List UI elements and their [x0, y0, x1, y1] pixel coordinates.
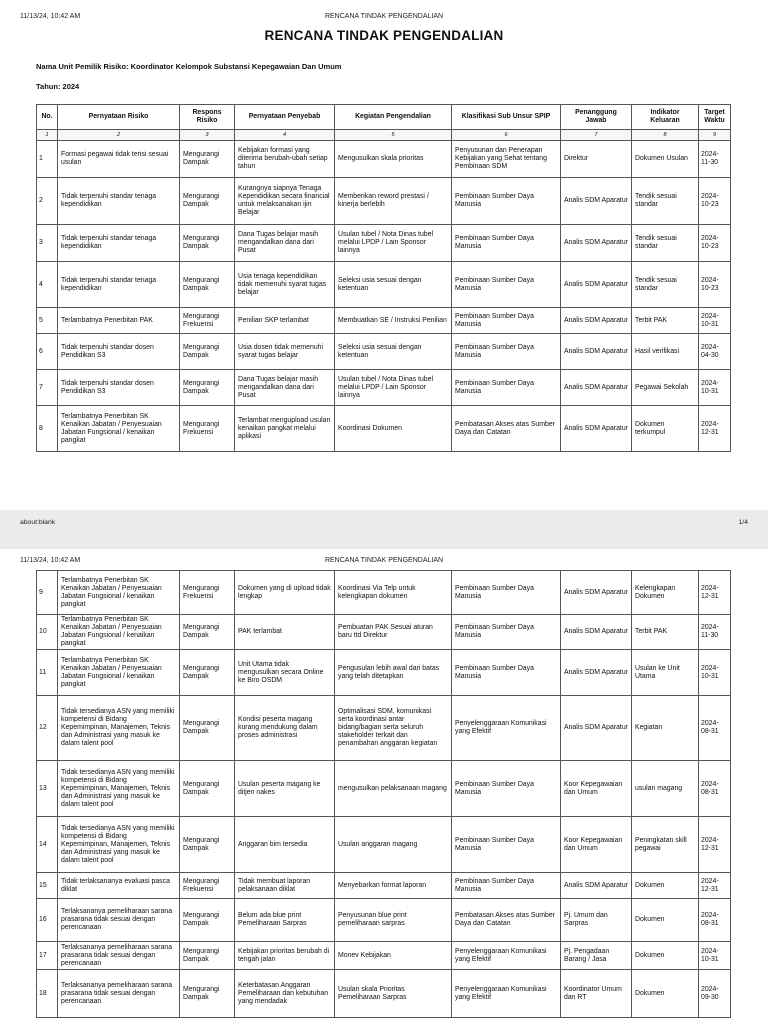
cell-person-in-charge: Analis SDM Aparatur: [561, 308, 632, 334]
column-number-row: [37, 130, 731, 141]
cell-risk-response: Mengurangi Frekuensi: [180, 571, 235, 615]
table-row: [37, 225, 731, 262]
cell-person-in-charge: Direktur: [561, 141, 632, 178]
cell-spip-classification: Pembinaan Sumber Daya Manusia: [452, 817, 561, 873]
cell-risk-response: Mengurangi Dampak: [180, 334, 235, 370]
cell-risk-statement: Tidak tersedianya ASN yang memiliki kompetensi di Bidang Kepemimpinan, Manajemen, Teknis dan Administrasi yang masuk ke dalam talent pool: [58, 761, 180, 817]
cell-risk-response: Mengurangi Frekuensi: [180, 308, 235, 334]
cell-output-indicator: Terbit PAK: [632, 308, 699, 334]
cell-risk-statement: Terlambatnya Penerbitan PAK: [58, 308, 180, 334]
page-title: RENCANA TINDAK PENGENDALIAN: [264, 28, 504, 43]
cell-spip-classification: Pembinaan Sumber Daya Manusia: [452, 761, 561, 817]
cell-output-indicator: Dokumen: [632, 873, 699, 899]
cell-target-date: 2024-11-30: [699, 615, 731, 650]
table-header-row: [37, 105, 731, 130]
cell-target-date: 2024-08-31: [699, 899, 731, 942]
cell-no: 14: [37, 817, 58, 873]
table-row: [37, 308, 731, 334]
cell-output-indicator: Kelengkapan Dokumen: [632, 571, 699, 615]
cell-no: 1: [37, 141, 58, 178]
cell-output-indicator: Peningkatan skill pegawai: [632, 817, 699, 873]
cell-cause-statement: Usia tenaga kependidikan tidak memenuhi syarat tugas belajar: [235, 262, 335, 308]
cell-no: 5: [37, 308, 58, 334]
cell-no: 13: [37, 761, 58, 817]
cell-control-activity: Seleksi usia sesuai dengan ketentuan: [335, 334, 452, 370]
cell-cause-statement: Usia dosen tidak memenuhi syarat tugas belajar: [235, 334, 335, 370]
column-number-cause-statement: 4: [235, 130, 335, 141]
column-header-spip-classification: Klasifikasi Sub Unsur SPIP: [452, 105, 561, 130]
cell-control-activity: Usulan anggaran magang: [335, 817, 452, 873]
table-row: [37, 141, 731, 178]
column-header-cause-statement: Pernyataan Penyebab: [235, 105, 335, 130]
risk-control-table: [36, 104, 731, 452]
cell-risk-response: Mengurangi Dampak: [180, 141, 235, 178]
cell-no: 8: [37, 406, 58, 452]
cell-no: 3: [37, 225, 58, 262]
column-header-target-date: Target Waktu: [699, 105, 731, 130]
cell-cause-statement: Dana Tugas belajar masih mengandalkan dana dari Pusat: [235, 370, 335, 406]
cell-person-in-charge: Pj. Pengadaan Barang / Jasa: [561, 942, 632, 970]
cell-output-indicator: Dokumen Usulan: [632, 141, 699, 178]
table-row: [37, 761, 731, 817]
cell-person-in-charge: Analis SDM Aparatur: [561, 262, 632, 308]
cell-cause-statement: Usulan peserta magang ke ditjen nakes: [235, 761, 335, 817]
cell-output-indicator: Dokumen: [632, 970, 699, 1018]
cell-person-in-charge: Analis SDM Aparatur: [561, 406, 632, 452]
cell-risk-statement: Terlaksananya pemeliharaan sarana prasarana tidak sesuai dengan perencanaan: [58, 970, 180, 1018]
cell-no: 12: [37, 696, 58, 761]
year-label: Tahun: 2024: [36, 82, 80, 91]
cell-spip-classification: Pembinaan Sumber Daya Manusia: [452, 571, 561, 615]
cell-person-in-charge: Analis SDM Aparatur: [561, 571, 632, 615]
table-row: [37, 817, 731, 873]
cell-risk-statement: Terlaksananya pemeliharaan sarana prasarana tidak sesuai dengan perencanaan: [58, 899, 180, 942]
cell-risk-statement: Tidak tersedianya ASN yang memiliki kompetensi di Bidang Kepemimpinan, Manajemen, Teknis dan Administrasi yang masuk ke dalam talent pool: [58, 696, 180, 761]
cell-control-activity: Usulan skala Prioritas Pemeliharaan Sarpras: [335, 970, 452, 1018]
cell-no: 4: [37, 262, 58, 308]
cell-risk-statement: Tidak terlaksananya evaluasi pasca diklat: [58, 873, 180, 899]
cell-risk-response: Mengurangi Dampak: [180, 817, 235, 873]
table-row: [37, 615, 731, 650]
cell-control-activity: Seleksi usia sesuai dengan ketentuan: [335, 262, 452, 308]
cell-control-activity: Memberikan reword prestasi / kinerja berlebih: [335, 178, 452, 225]
cell-no: 16: [37, 899, 58, 942]
cell-cause-statement: Terlambat mengupload usulan kenaikan pangkat melalui aplikasi: [235, 406, 335, 452]
cell-output-indicator: Pegawai Sekolah: [632, 370, 699, 406]
cell-person-in-charge: Analis SDM Aparatur: [561, 225, 632, 262]
cell-no: 10: [37, 615, 58, 650]
cell-no: 9: [37, 571, 58, 615]
cell-person-in-charge: Pj. Umum dan Sarpras: [561, 899, 632, 942]
cell-risk-response: Mengurangi Dampak: [180, 615, 235, 650]
column-number-no: 1: [37, 130, 58, 141]
cell-target-date: 2024-10-31: [699, 308, 731, 334]
cell-spip-classification: Pembatasan Akses atas Sumber Daya dan Catatan: [452, 899, 561, 942]
cell-target-date: 2024-11-30: [699, 141, 731, 178]
cell-risk-response: Mengurangi Dampak: [180, 262, 235, 308]
cell-target-date: 2024-12-31: [699, 817, 731, 873]
cell-target-date: 2024-08-31: [699, 761, 731, 817]
cell-no: 2: [37, 178, 58, 225]
cell-control-activity: Optimalisasi SDM, komunikasi serta koordinasi antar bidang/bagian serta seluruh stakeholder terkait dan penambahan anggaran kegiatan: [335, 696, 452, 761]
cell-person-in-charge: Analis SDM Aparatur: [561, 650, 632, 696]
cell-risk-response: Mengurangi Dampak: [180, 225, 235, 262]
cell-target-date: 2024-10-31: [699, 370, 731, 406]
cell-spip-classification: Pembinaan Sumber Daya Manusia: [452, 873, 561, 899]
cell-target-date: 2024-10-31: [699, 942, 731, 970]
cell-control-activity: Membuatkan SE / Instruksi Penilian: [335, 308, 452, 334]
risk-control-table-continued: [36, 570, 731, 1018]
print-header-title: RENCANA TINDAK PENGENDALIAN: [324, 13, 444, 20]
cell-spip-classification: Pembinaan Sumber Daya Manusia: [452, 178, 561, 225]
cell-risk-statement: Tidak terpenuhi standar dosen Pendidikan S3: [58, 334, 180, 370]
cell-person-in-charge: Analis SDM Aparatur: [561, 370, 632, 406]
column-number-control-activity: 5: [335, 130, 452, 141]
column-number-person-in-charge: 7: [561, 130, 632, 141]
cell-target-date: 2024-10-31: [699, 650, 731, 696]
cell-control-activity: Menyebarkan format laporan: [335, 873, 452, 899]
cell-output-indicator: Dokumen: [632, 942, 699, 970]
cell-spip-classification: Pembatasan Akses atas Sumber Daya dan Catatan: [452, 406, 561, 452]
cell-control-activity: Pembuatan PAK Sesuai aturan baru ttd Direktur: [335, 615, 452, 650]
cell-cause-statement: Belum ada blue print Pemeliharaan Sarpras: [235, 899, 335, 942]
cell-target-date: 2024-09-30: [699, 970, 731, 1018]
cell-risk-statement: Tidak terpenuhi standar tenaga kependidikan: [58, 225, 180, 262]
cell-spip-classification: Pembinaan Sumber Daya Manusia: [452, 262, 561, 308]
table-row: [37, 650, 731, 696]
cell-cause-statement: Kondisi peserta magang kurang mendukung dalam proses administrasi: [235, 696, 335, 761]
cell-spip-classification: Penyelenggaraan Komunikasi yang Efektif: [452, 942, 561, 970]
cell-output-indicator: Dokumen: [632, 899, 699, 942]
cell-spip-classification: Penyelenggaraan Komunikasi yang Efektif: [452, 970, 561, 1018]
cell-no: 6: [37, 334, 58, 370]
cell-risk-statement: Tidak terpenuhi standar tenaga kependidikan: [58, 178, 180, 225]
cell-risk-statement: Terlambatnya Penerbitan SK Kenaikan Jabatan / Penyesuaian Jabatan Fungsional / kenaikan pangkat: [58, 615, 180, 650]
cell-cause-statement: Kebijakan prioritas berubah di tengah jalan: [235, 942, 335, 970]
column-number-risk-statement: 2: [58, 130, 180, 141]
cell-control-activity: Usulan tubel / Nota Dinas tubel melalui LPDP / Lain Sponsor lainnya: [335, 370, 452, 406]
table-row: [37, 334, 731, 370]
cell-target-date: 2024-08-31: [699, 696, 731, 761]
cell-target-date: 2024-12-31: [699, 571, 731, 615]
footer-url: about:blank: [20, 519, 56, 526]
cell-risk-response: Mengurangi Dampak: [180, 970, 235, 1018]
cell-output-indicator: Hasil verifikasi: [632, 334, 699, 370]
cell-risk-statement: Terlambatnya Penerbitan SK Kenaikan Jabatan / Penyesuaian Jabatan Fungsional / kenaikan pangkat: [58, 571, 180, 615]
cell-cause-statement: Unit Utama tidak mengusulkan secara Online ke Biro OSDM: [235, 650, 335, 696]
cell-cause-statement: Keterbatasan Anggaran Pemeliharaan dan kebutuhan yang mendadak: [235, 970, 335, 1018]
document-page-2: [0, 549, 768, 1024]
cell-cause-statement: Anggaran bim tersedia: [235, 817, 335, 873]
cell-no: 11: [37, 650, 58, 696]
column-number-spip-classification: 6: [452, 130, 561, 141]
cell-risk-statement: Terlambatnya Penerbitan SK Kenaikan Jabatan / Penyesuaian Jabatan Fungsional / kenaikan pangkat: [58, 406, 180, 452]
print-header-title-page2: RENCANA TINDAK PENGENDALIAN: [324, 557, 444, 564]
cell-risk-response: Mengurangi Dampak: [180, 942, 235, 970]
cell-person-in-charge: Koordinator Umum dan RT: [561, 970, 632, 1018]
cell-target-date: 2024-04-30: [699, 334, 731, 370]
cell-target-date: 2024-12-31: [699, 873, 731, 899]
cell-output-indicator: Tendik sesuai standar: [632, 262, 699, 308]
table-row: [37, 696, 731, 761]
cell-output-indicator: usulan magang: [632, 761, 699, 817]
cell-person-in-charge: Analis SDM Aparatur: [561, 696, 632, 761]
cell-cause-statement: Kurangnya siapnya Tenaga Kependidikan secara financial untuk melaksanakan ijin Belajar: [235, 178, 335, 225]
cell-risk-statement: Terlaksananya pemeliharaan sarana prasarana tidak sesuai dengan perencanaan: [58, 942, 180, 970]
cell-output-indicator: Usulan ke Unit Utama: [632, 650, 699, 696]
table-row: [37, 406, 731, 452]
column-header-no: No.: [37, 105, 58, 130]
cell-spip-classification: Pembinaan Sumber Daya Manusia: [452, 225, 561, 262]
cell-no: 15: [37, 873, 58, 899]
cell-person-in-charge: Koor Kepegawaian dan Umum: [561, 761, 632, 817]
cell-control-activity: Mengusulkan skala prioritas: [335, 141, 452, 178]
cell-cause-statement: Kebijakan formasi yang diterima berubah-ubah setiap tahun: [235, 141, 335, 178]
cell-risk-statement: Tidak terpenuhi standar tenaga kependidikan: [58, 262, 180, 308]
table-row: [37, 370, 731, 406]
cell-control-activity: Usulan tubel / Nota Dinas tubel melalui LPDP / Lain Sponsor lainnya: [335, 225, 452, 262]
cell-control-activity: Pengusulan lebih awal dari batas yang telah ditetapkan: [335, 650, 452, 696]
table-row: [37, 262, 731, 308]
cell-spip-classification: Pembinaan Sumber Daya Manusia: [452, 615, 561, 650]
table-row: [37, 873, 731, 899]
cell-risk-statement: Terlambatnya Penerbitan SK Kenaikan Jabatan / Penyesuaian Jabatan Fungsional / kenaikan pangkat: [58, 650, 180, 696]
cell-cause-statement: Penilian SKP terlambat: [235, 308, 335, 334]
column-header-control-activity: Kegiatan Pengendalian: [335, 105, 452, 130]
cell-output-indicator: Kegiatan: [632, 696, 699, 761]
cell-spip-classification: Penyusunan dan Penerapan Kebijakan yang Sehat tentang Pembinaan SDM: [452, 141, 561, 178]
cell-spip-classification: Pembinaan Sumber Daya Manusia: [452, 308, 561, 334]
cell-risk-response: Mengurangi Frekuensi: [180, 406, 235, 452]
cell-cause-statement: PAK terlambat: [235, 615, 335, 650]
cell-target-date: 2024-10-23: [699, 262, 731, 308]
cell-no: 17: [37, 942, 58, 970]
cell-person-in-charge: Analis SDM Aparatur: [561, 334, 632, 370]
cell-risk-response: Mengurangi Dampak: [180, 696, 235, 761]
cell-risk-response: Mengurangi Dampak: [180, 370, 235, 406]
column-header-person-in-charge: Penanggung Jawab: [561, 105, 632, 130]
cell-control-activity: Penyusunan blue print pemeliharaan sarpras: [335, 899, 452, 942]
cell-target-date: 2024-10-23: [699, 178, 731, 225]
column-header-output-indicator: Indikator Keluaran: [632, 105, 699, 130]
print-datetime-page2: 11/13/24, 10:42 AM: [20, 557, 81, 564]
cell-cause-statement: Tidak membuat laporan pelaksanaan diklat: [235, 873, 335, 899]
print-datetime: 11/13/24, 10:42 AM: [20, 13, 81, 20]
cell-risk-response: Mengurangi Dampak: [180, 761, 235, 817]
cell-cause-statement: Dana Tugas belajar masih mengandalkan dana dari Pusat: [235, 225, 335, 262]
column-header-risk-response: Respons Risiko: [180, 105, 235, 130]
cell-output-indicator: Tendik sesuai standar: [632, 178, 699, 225]
cell-risk-statement: Tidak terpenuhi standar dosen Pendidikan S3: [58, 370, 180, 406]
cell-cause-statement: Dokumen yang di upload tidak lengkap: [235, 571, 335, 615]
column-number-output-indicator: 8: [632, 130, 699, 141]
cell-control-activity: Monev Kebijakan: [335, 942, 452, 970]
column-header-risk-statement: Pernyataan Risiko: [58, 105, 180, 130]
cell-spip-classification: Pembinaan Sumber Daya Manusia: [452, 370, 561, 406]
cell-risk-statement: Formasi pegawai tidak terisi sesuai usulan: [58, 141, 180, 178]
table-row: [37, 571, 731, 615]
table-row: [37, 899, 731, 942]
cell-risk-response: Mengurangi Dampak: [180, 178, 235, 225]
cell-risk-statement: Tidak tersedianya ASN yang memiliki kompetensi di Bidang Kepemimpinan, Manajemen, Teknis dan Administrasi yang masuk ke dalam talent pool: [58, 817, 180, 873]
cell-no: 18: [37, 970, 58, 1018]
cell-control-activity: mengusulkan pelaksanaan magang: [335, 761, 452, 817]
cell-output-indicator: Dokumen terkumpul: [632, 406, 699, 452]
cell-person-in-charge: Analis SDM Aparatur: [561, 615, 632, 650]
cell-person-in-charge: Analis SDM Aparatur: [561, 873, 632, 899]
table-row: [37, 942, 731, 970]
cell-risk-response: Mengurangi Dampak: [180, 650, 235, 696]
table-row: [37, 970, 731, 1018]
cell-person-in-charge: Koor Kepegawaian dan Umum: [561, 817, 632, 873]
cell-spip-classification: Pembinaan Sumber Daya Manusia: [452, 334, 561, 370]
cell-person-in-charge: Analis SDM Aparatur: [561, 178, 632, 225]
cell-risk-response: Mengurangi Dampak: [180, 899, 235, 942]
cell-risk-response: Mengurangi Frekuensi: [180, 873, 235, 899]
cell-spip-classification: Pembinaan Sumber Daya Manusia: [452, 650, 561, 696]
cell-control-activity: Koordinasi Via Telp untuk kelengkapan dokumen: [335, 571, 452, 615]
cell-control-activity: Koordinasi Dokumen: [335, 406, 452, 452]
cell-target-date: 2024-10-23: [699, 225, 731, 262]
cell-target-date: 2024-12-31: [699, 406, 731, 452]
unit-label: Nama Unit Pemilik Risiko: Koordinator Kelompok Substansi Kepegawaian Dan Umum: [36, 62, 342, 71]
cell-output-indicator: Tendik sesuai standar: [632, 225, 699, 262]
column-number-risk-response: 3: [180, 130, 235, 141]
column-number-target-date: 9: [699, 130, 731, 141]
table-row: [37, 178, 731, 225]
cell-output-indicator: Terbit PAK: [632, 615, 699, 650]
cell-no: 7: [37, 370, 58, 406]
footer-page-number: 1/4: [738, 519, 748, 526]
cell-spip-classification: Penyelenggaraan Komunikasi yang Efektif: [452, 696, 561, 761]
